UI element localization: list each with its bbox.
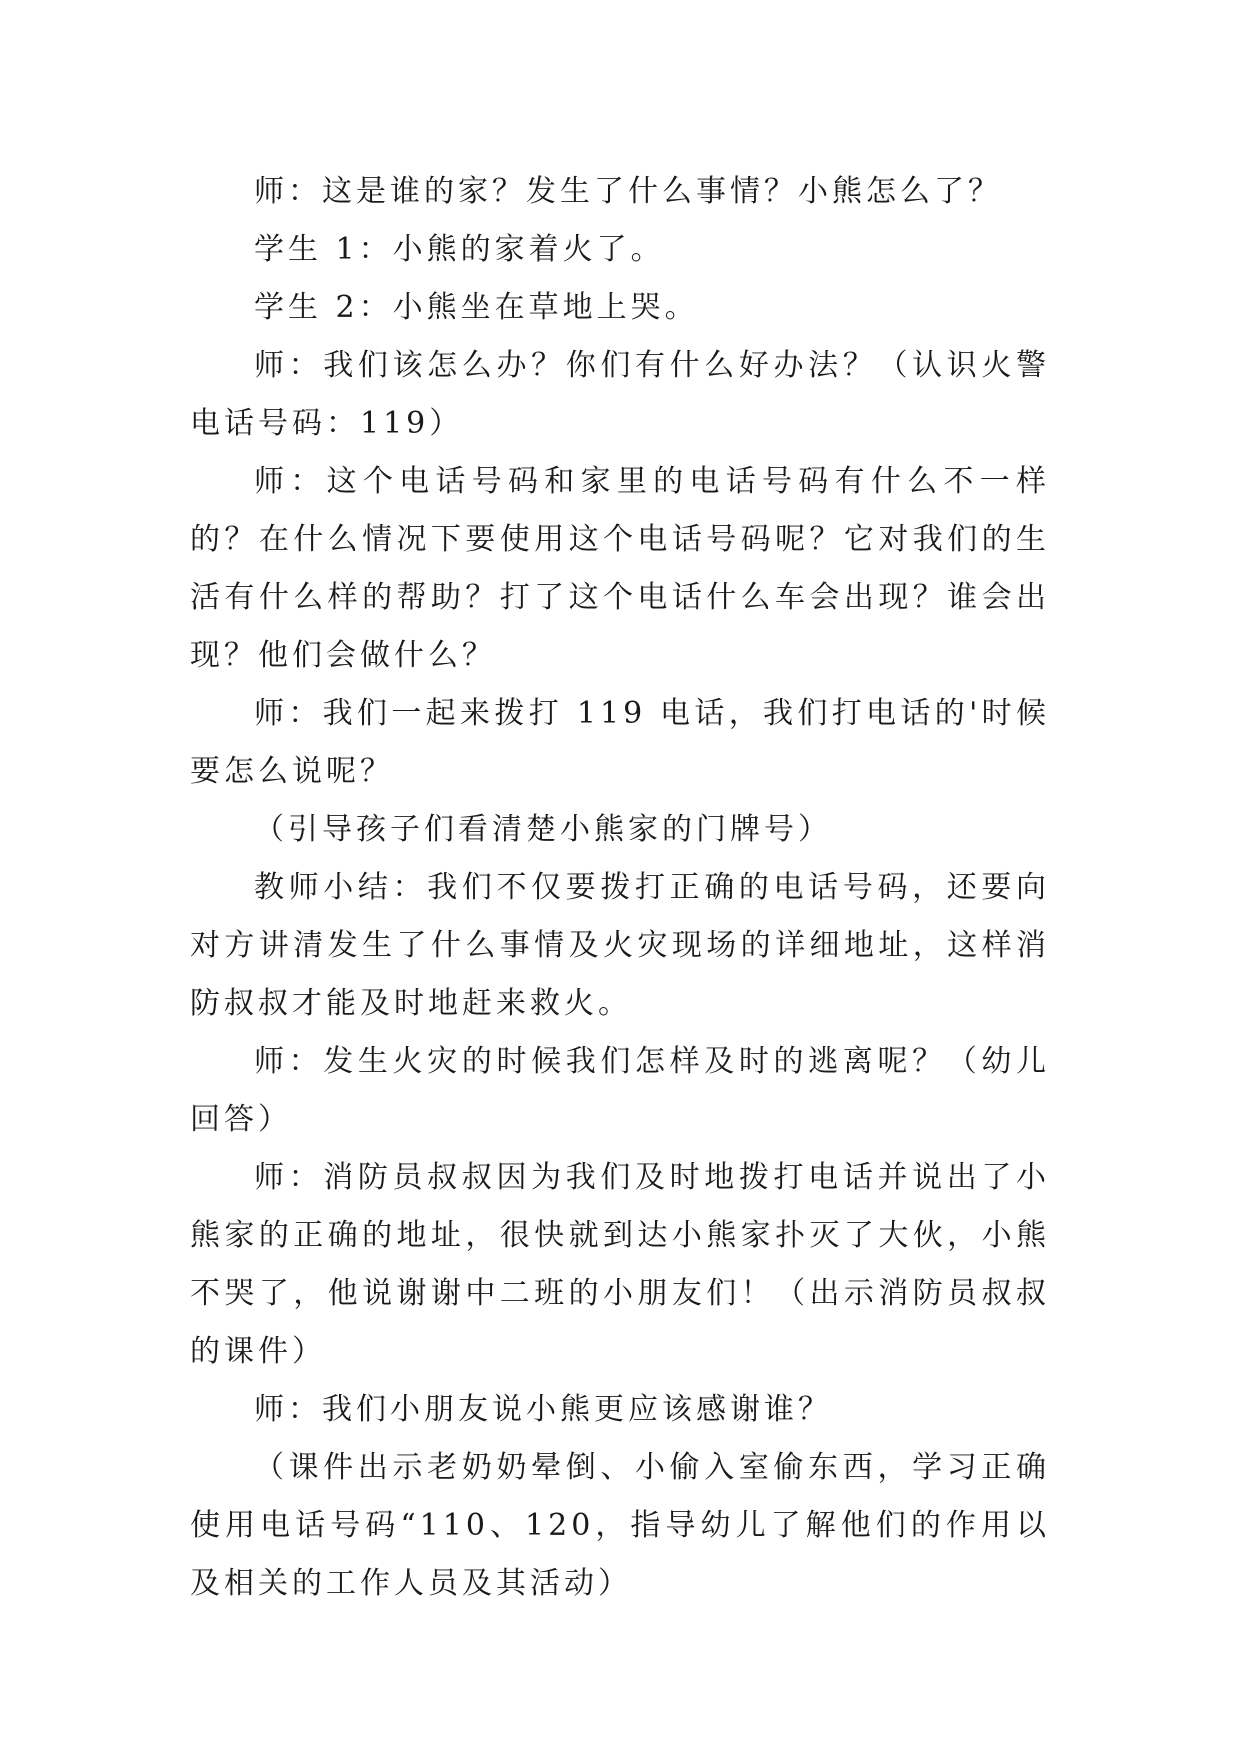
paragraph-teacher-escape: 师：发生火灾的时候我们怎样及时的逃离呢？（幼儿回答） xyxy=(190,1044,1050,1137)
paragraph-courseware-note: （课件出示老奶奶晕倒、小偷入室偷东西，学习正确使用电话号码“110、120，指导幼儿了解他们的作用以及相关的工作人员及其活动） xyxy=(190,1450,1050,1601)
paragraph-teacher-summary: 教师小结：我们不仅要拨打正确的电话号码，还要向对方讲清发生了什么事情及火灾现场的详细地址，这样消防叔叔才能及时地赶来救火。 xyxy=(190,870,1050,1021)
paragraph-guide-note: （引导孩子们看清楚小熊家的门牌号） xyxy=(254,812,832,847)
paragraph-student-2: 学生 2：小熊坐在草地上哭。 xyxy=(254,290,699,325)
paragraph-teacher-thanks: 师：我们小朋友说小熊更应该感谢谁？ xyxy=(254,1392,832,1427)
document-body xyxy=(190,163,1050,1613)
paragraph-student-1: 学生 1：小熊的家着火了。 xyxy=(254,232,665,267)
paragraph-teacher-question-3: 师：这个电话号码和家里的电话号码有什么不一样的？在什么情况下要使用这个电话号码呢？它对我们的生活有什么样的帮助？打了这个电话什么车会出现？谁会出现？他们会做什么？ xyxy=(190,464,1050,673)
paragraph-teacher-question-2: 师：我们该怎么办？你们有什么好办法？（认识火警电话号码：119） xyxy=(190,348,1050,441)
paragraph-teacher-call: 师：我们一起来拨打 119 电话，我们打电话的'时候要怎么说呢？ xyxy=(190,696,1050,789)
paragraph-teacher-firefighters: 师：消防员叔叔因为我们及时地拨打电话并说出了小熊家的正确的地址，很快就到达小熊家扑灭了大伙，小熊不哭了，他说谢谢中二班的小朋友们！（出示消防员叔叔的课件） xyxy=(190,1160,1050,1369)
paragraph-teacher-question-1: 师：这是谁的家？发生了什么事情？小熊怎么了？ xyxy=(254,174,1002,209)
